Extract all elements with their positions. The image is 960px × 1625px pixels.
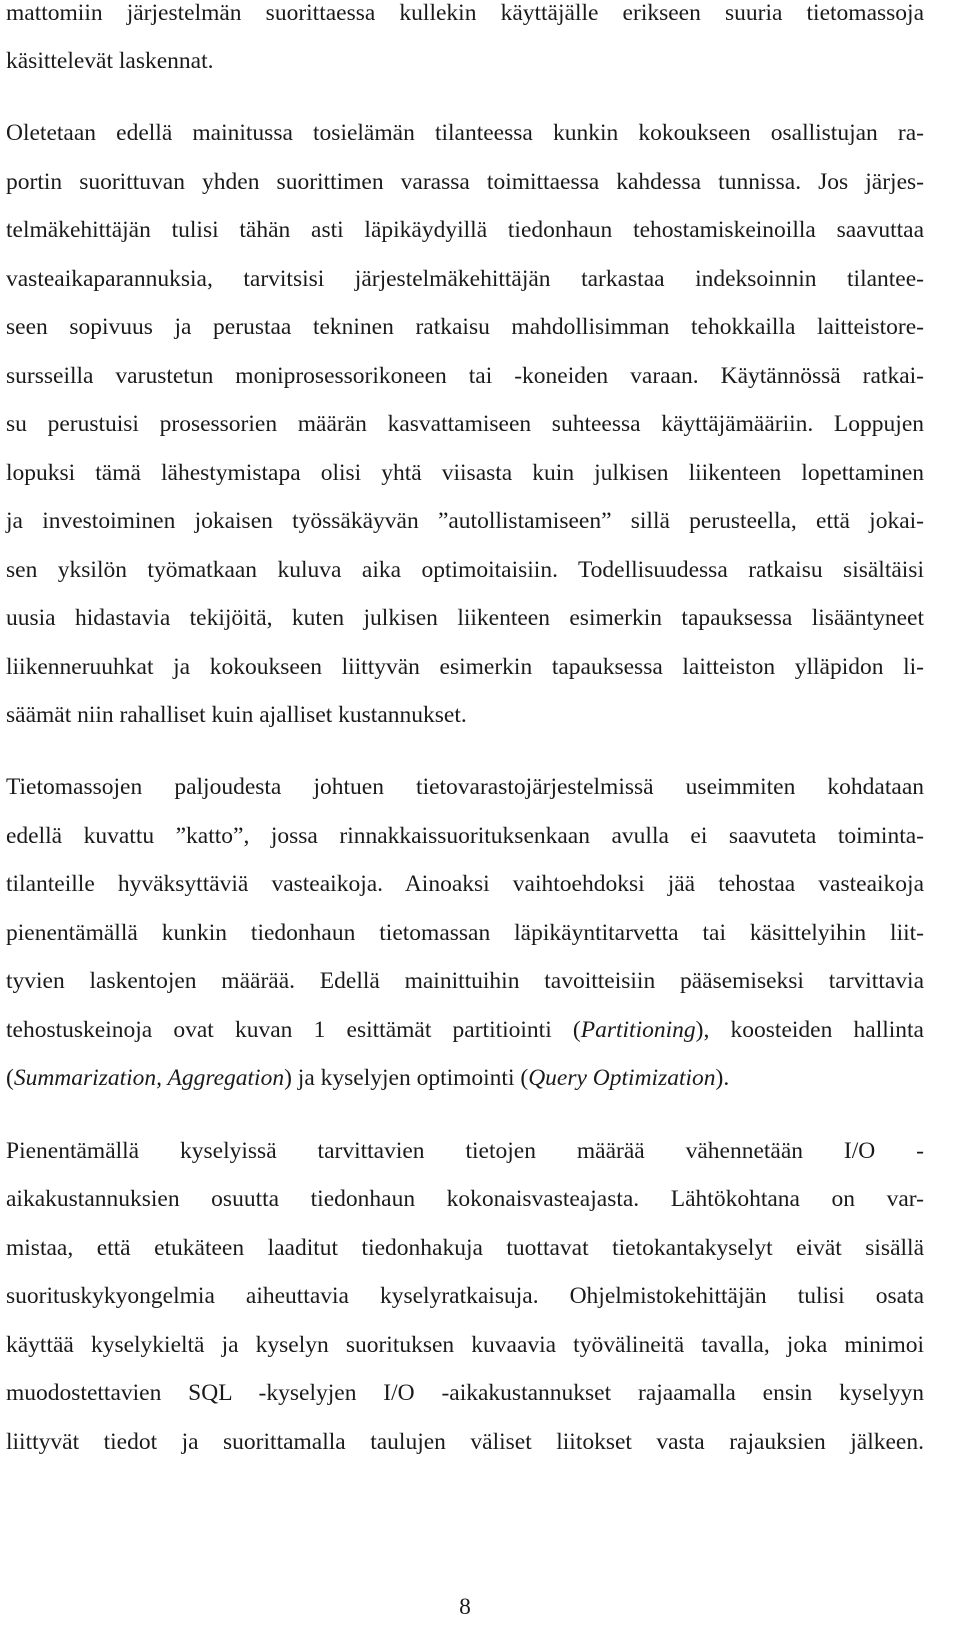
text-line [6, 1063, 924, 1093]
text-line: Tietomassojen paljoudesta johtuen tietovarastojärjestelmissä useimmiten kohdataan [6, 774, 924, 800]
line-text: tehostuskeinoja ovat kuvan 1 esittämät partitiointi ( [6, 1017, 581, 1043]
text-line: telmäkehittäjän tulisi tähän asti läpikäydyillä tiedonhaun tehostamiskeinoilla saavuttaa [6, 217, 924, 243]
text-line: aikakustannuksien osuutta tiedonhaun kokonaisvasteajasta. Lähtökohtana on var- [6, 1186, 924, 1212]
text-line: pienentämällä kunkin tiedonhaun tietomassan läpikäyntitarvetta tai käsittelyihin liit- [6, 920, 924, 946]
term-summarization-aggregation: Summarization, Aggregation [13, 1065, 285, 1091]
text-line: käsittelevät laskennat. [6, 48, 214, 74]
line-text: ). [715, 1065, 730, 1091]
text-line: uusia hidastavia tekijöitä, kuten julkisen liikenteen esimerkin tapauksessa lisääntyneet [6, 605, 924, 631]
text-line: Oletetaan edellä mainitussa tosielämän tilanteessa kunkin kokoukseen osallistujan ra- [6, 120, 924, 146]
text-line: liittyvät tiedot ja suorittamalla taulujen väliset liitokset vasta rajauksien jälkeen. [6, 1429, 924, 1455]
term-query-optimization: Query Optimization [528, 1065, 716, 1091]
line-text: ), koosteiden hallinta [695, 1017, 924, 1043]
text-line: seen sopivuus ja perustaa tekninen ratkaisu mahdollisimman tehokkailla laitteistore- [6, 314, 924, 340]
text-line: su perustuisi prosessorien määrän kasvattamiseen suhteessa käyttäjämääriin. Loppujen [6, 411, 924, 437]
text-line: portin suorittuvan yhden suorittimen varassa toimittaessa kahdessa tunnissa. Jos järjes- [6, 169, 924, 195]
page-number: 8 [459, 1594, 471, 1620]
text-line: lopuksi tämä lähestymistapa olisi yhtä viisasta kuin julkisen liikenteen lopettaminen [6, 460, 924, 486]
text-line: vasteaikaparannuksia, tarvitsisi järjestelmäkehittäjän tarkastaa indeksoinnin tilantee- [6, 266, 924, 292]
text-line: sursseilla varustetun moniprosessorikoneen tai -koneiden varaan. Käytännössä ratkai- [6, 363, 924, 389]
text-line: tyvien laskentojen määrää. Edellä mainittuihin tavoitteisiin pääsemiseksi tarvittavia [6, 968, 924, 994]
line-text: ) ja kyselyjen optimointi ( [284, 1065, 529, 1091]
line-text: ( [6, 1065, 14, 1091]
term-partitioning: Partitioning [580, 1017, 696, 1043]
text-line: ja investoiminen jokaisen työssäkäyvän ”autollistamiseen” sillä perusteella, että jokai- [6, 508, 924, 534]
text-line: mistaa, että etukäteen laaditut tiedonhakuja tuottavat tietokantakyselyt eivät sisällä [6, 1235, 924, 1261]
text-line: edellä kuvattu ”katto”, jossa rinnakkaissuorituksenkaan avulla ei saavuteta toiminta- [6, 823, 924, 849]
text-line: suorituskykyongelmia aiheuttavia kyselyratkaisuja. Ohjelmistokehittäjän tulisi osata [6, 1283, 924, 1309]
text-line: muodostettavien SQL -kyselyjen I/O -aikakustannukset rajaamalla ensin kyselyyn [6, 1380, 924, 1406]
text-line: käyttää kyselykieltä ja kyselyn suorituksen kuvaavia työvälineitä tavalla, joka minimoi [6, 1332, 924, 1358]
text-line: sen yksilön työmatkaan kuluva aika optimoitaisiin. Todellisuudessa ratkaisu sisältäisi [6, 557, 924, 583]
text-line [6, 1015, 924, 1045]
text-line: säämät niin rahalliset kuin ajalliset kustannukset. [6, 702, 467, 728]
text-line: liikenneruuhkat ja kokoukseen liittyvän esimerkin tapauksessa laitteiston ylläpidon li- [6, 654, 924, 680]
text-line: mattomiin järjestelmän suorittaessa kullekin käyttäjälle erikseen suuria tietomassoja [6, 0, 924, 26]
text-line: tilanteille hyväksyttäviä vasteaikoja. Ainoaksi vaihtoehdoksi jää tehostaa vasteaikoja [6, 871, 924, 897]
text-line: Pienentämällä kyselyissä tarvittavien tietojen määrää vähennetään I/O - [6, 1138, 924, 1164]
